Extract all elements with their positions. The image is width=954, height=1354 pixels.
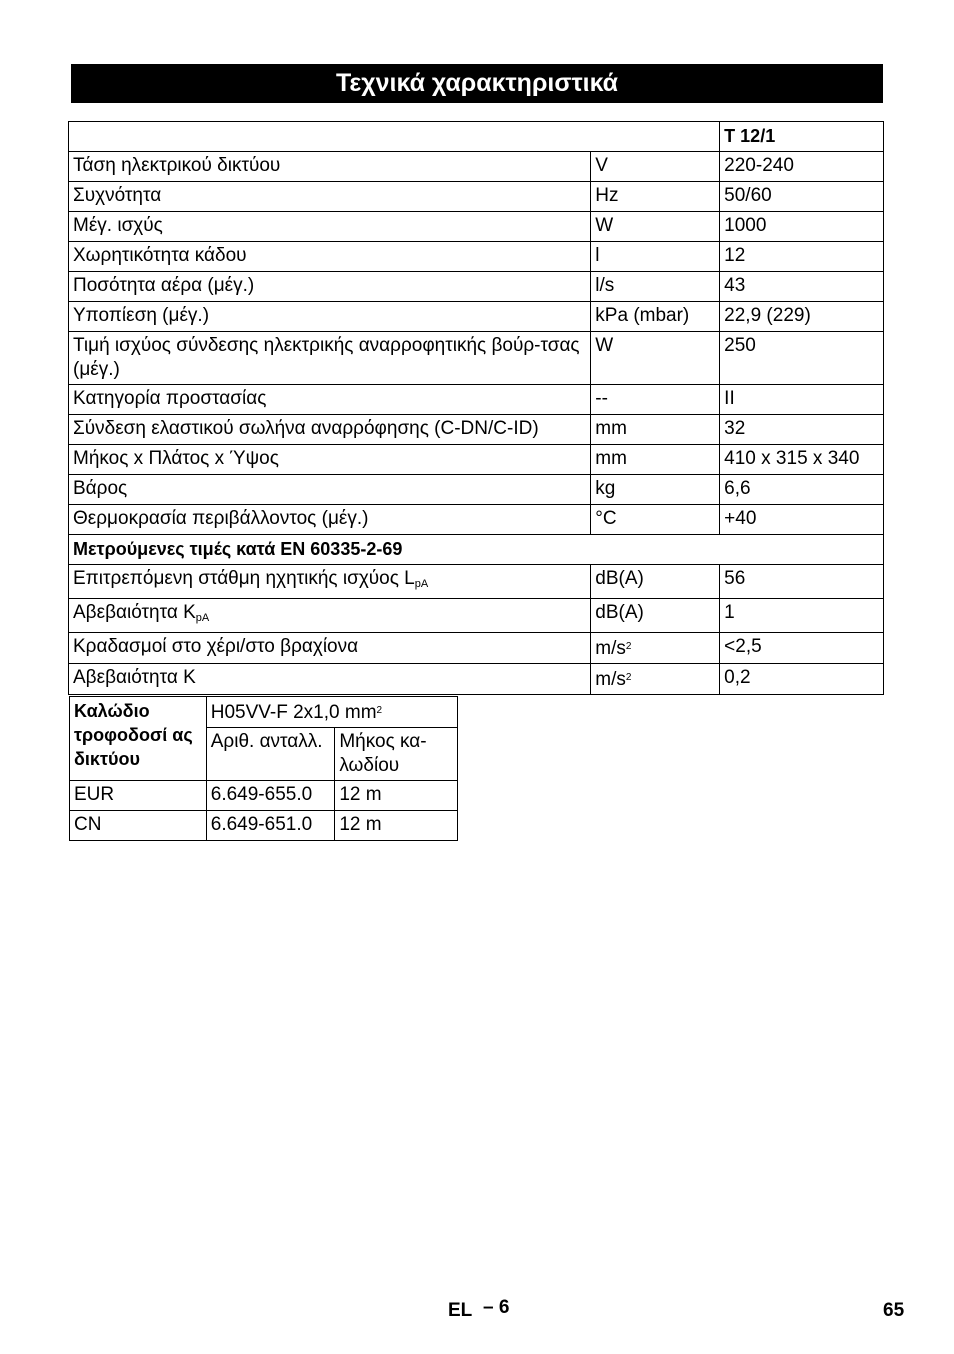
spec-value: II xyxy=(720,385,884,415)
page-title: Τεχνικά χαρακτηριστικά xyxy=(71,64,883,103)
spec-row xyxy=(69,242,884,272)
cable-label: Καλώδιο τροφοδοσί ας δικτύου xyxy=(70,697,207,781)
cable-col-length: Μήκος κα-λωδίου xyxy=(335,728,458,781)
measured-label: Αβεβαιότητα K xyxy=(69,664,591,695)
measured-unit: $m/s^2$ xyxy=(591,633,720,664)
spec-row xyxy=(69,505,884,535)
spec-row xyxy=(69,152,884,182)
measured-unit: dB(A) xyxy=(591,565,720,599)
spec-value: 410 x 315 x 340 xyxy=(720,445,884,475)
spec-label: Υποπίεση (μέγ.) xyxy=(69,302,591,332)
spec-label: Θερμοκρασία περιβάλλοντος (μέγ.) xyxy=(69,505,591,535)
spec-row xyxy=(69,182,884,212)
spec-row xyxy=(69,332,884,385)
spec-table xyxy=(68,121,884,695)
model-name: T 12/1 xyxy=(720,122,884,152)
spec-unit: l xyxy=(591,242,720,272)
cable-row xyxy=(70,811,458,841)
measured-unit: dB(A) xyxy=(591,599,720,633)
footer-section-number: – 6 xyxy=(483,1297,510,1318)
measured-value: <2,5 xyxy=(720,633,884,664)
measured-unit: $m/s^2$ xyxy=(591,664,720,695)
spec-unit: kPa (mbar) xyxy=(591,302,720,332)
spec-row xyxy=(69,475,884,505)
spec-unit: kg xyxy=(591,475,720,505)
spec-value: 50/60 xyxy=(720,182,884,212)
spec-row xyxy=(69,302,884,332)
spec-label: Σύνδεση ελαστικού σωλήνα αναρρόφησης (C-DN/C-ID) xyxy=(69,415,591,445)
measured-value: 0,2 xyxy=(720,664,884,695)
cable-region: EUR xyxy=(70,781,207,811)
spec-value: 43 xyxy=(720,272,884,302)
spec-header-row xyxy=(69,122,884,152)
measured-label: Κραδασμοί στο χέρι/στο βραχίονα xyxy=(69,633,591,664)
spec-value: +40 xyxy=(720,505,884,535)
spec-label: Μήκος x Πλάτος x Ύψος xyxy=(69,445,591,475)
spec-label: Τιμή ισχύος σύνδεσης ηλεκτρικής αναρροφητικής βούρ-τσας (μέγ.) xyxy=(69,332,591,385)
spec-header-blank xyxy=(69,122,720,152)
spec-unit: W xyxy=(591,332,720,385)
measured-label: Αβεβαιότητα $K_{pA}$ xyxy=(69,599,591,633)
cable-row xyxy=(70,781,458,811)
cable-length: 12 m xyxy=(335,781,458,811)
cable-part: 6.649-655.0 xyxy=(206,781,335,811)
spec-row xyxy=(69,385,884,415)
spec-unit: l/s xyxy=(591,272,720,302)
measured-row xyxy=(69,664,884,695)
cable-table xyxy=(69,696,458,841)
spec-label: Χωρητικότητα κάδου xyxy=(69,242,591,272)
measured-value: 56 xyxy=(720,565,884,599)
spec-unit: W xyxy=(591,212,720,242)
spec-value: 22,9 (229) xyxy=(720,302,884,332)
spec-unit: °C xyxy=(591,505,720,535)
measured-label: Επιτρεπόμενη στάθμη ηχητικής ισχύος $L_{pA}$ xyxy=(69,565,591,599)
spec-row xyxy=(69,212,884,242)
spec-value: 12 xyxy=(720,242,884,272)
spec-row xyxy=(69,415,884,445)
spec-unit: -- xyxy=(591,385,720,415)
cable-region: CN xyxy=(70,811,207,841)
cable-part: 6.649-651.0 xyxy=(206,811,335,841)
spec-value: 220-240 xyxy=(720,152,884,182)
cable-type-row xyxy=(70,697,458,728)
spec-unit: mm xyxy=(591,415,720,445)
spec-unit: mm xyxy=(591,445,720,475)
cable-type: H05VV-F 2x1,0 $mm^2$ xyxy=(206,697,457,728)
spec-value: 250 xyxy=(720,332,884,385)
spec-label: Συχνότητα xyxy=(69,182,591,212)
spec-row xyxy=(69,445,884,475)
spec-unit: V xyxy=(591,152,720,182)
cable-length: 12 m xyxy=(335,811,458,841)
spec-label: Ποσότητα αέρα (μέγ.) xyxy=(69,272,591,302)
spec-value: 1000 xyxy=(720,212,884,242)
spec-label: Βάρος xyxy=(69,475,591,505)
spec-unit: Hz xyxy=(591,182,720,212)
measured-row xyxy=(69,599,884,633)
spec-label: Μέγ. ισχύς xyxy=(69,212,591,242)
measured-row xyxy=(69,633,884,664)
page-number: 65 xyxy=(883,1300,905,1321)
spec-label: Τάση ηλεκτρικού δικτύου xyxy=(69,152,591,182)
spec-value: 6,6 xyxy=(720,475,884,505)
measured-value: 1 xyxy=(720,599,884,633)
spec-row xyxy=(69,272,884,302)
cable-col-part: Αριθ. ανταλλ. xyxy=(206,728,335,781)
footer-language: EL xyxy=(448,1300,473,1321)
spec-label: Κατηγορία προστασίας xyxy=(69,385,591,415)
spec-value: 32 xyxy=(720,415,884,445)
measured-header: Μετρούμενες τιμές κατά EN 60335-2-69 xyxy=(69,535,884,565)
measured-row xyxy=(69,565,884,599)
measured-header-row xyxy=(69,535,884,565)
